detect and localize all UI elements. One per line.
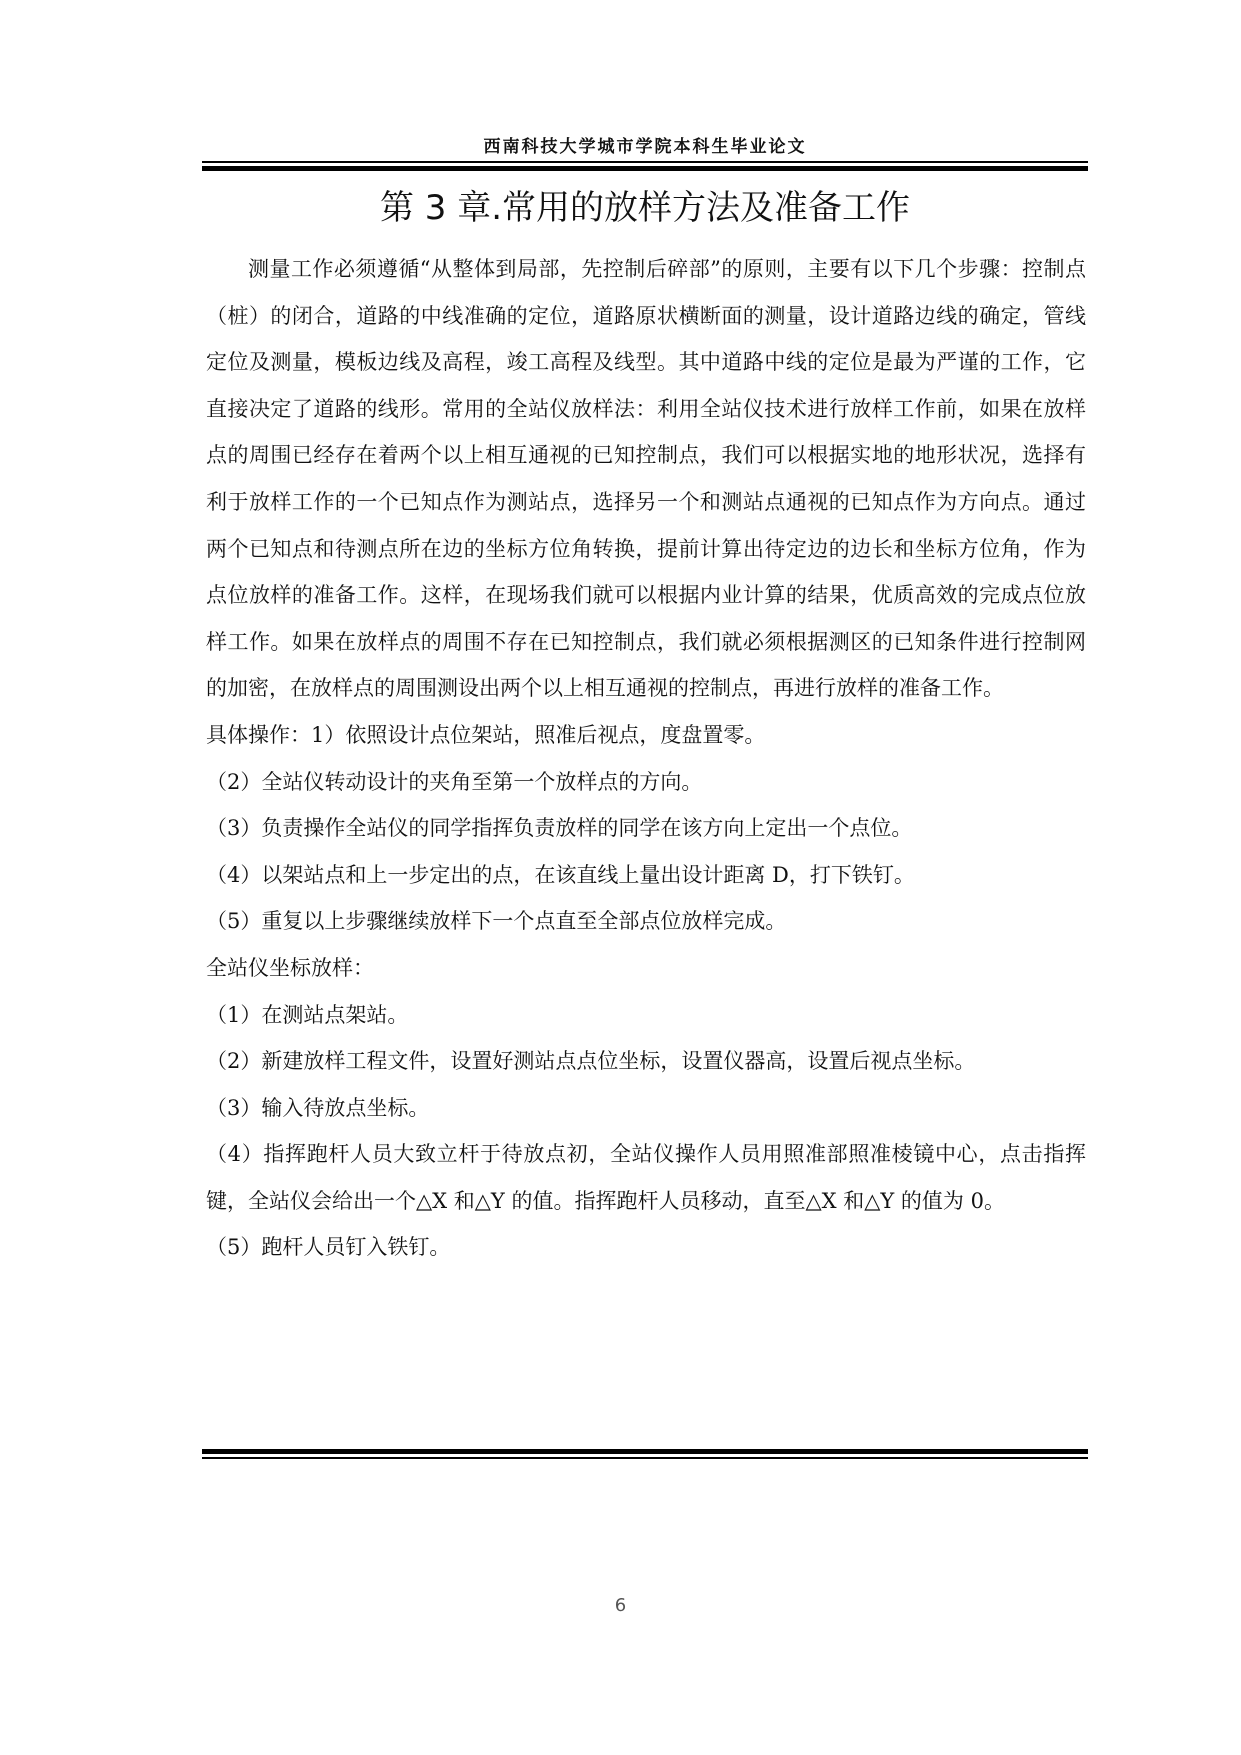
footer-rule-thick (202, 1449, 1088, 1454)
coord-stakeout-step: （3）输入待放点坐标。 (206, 1095, 430, 1120)
chapter-title: 第 3 章.常用的放样方法及准备工作 (379, 188, 911, 228)
intro-paragraph: 测量工作必须遵循“从整体到局部，先控制后碎部”的原则，主要有以下几个步骤：控制点（桩）的闭合，道路的中线准确的定位，道路原状横断面的测量，设计道路边线的确定，管线定位及测量，模板边线及高程，竣工高程及线型。其中道路中线的定位是最为严谨的工作，它直接决定了道路的线形。常用的全站仪放样法：利用全站仪技术进行放样工作前，如果在放样点的周围已经存在着两个以上相互通视的已知控制点，我们可以根据实地的地形状况，选择有利于放样工作的一个已知点作为测站点，选择另一个和测站点通视的已知点作为方向点。通过两个已知点和待测点所在边的坐标方位角转换，提前计算出待定边的边长和坐标方位角，作为点位放样的准备工作。这样，在现场我们就可以根据内业计算的结果，优质高效的完成点位放样工作。如果在放样点的周围不存在已知控制点，我们就必须根据测区的已知条件进行控制网的加密，在放样点的周围测设出两个以上相互通视的控制点，再进行放样的准备工作。 (206, 257, 1086, 701)
body-text (206, 246, 1086, 1271)
coord-stakeout-heading: 全站仪坐标放样： (206, 955, 374, 980)
specific-ops-step: （3）负责操作全站仪的同学指挥负责放样的同学在该方向上定出一个点位。 (206, 816, 913, 841)
specific-ops-step: （2）全站仪转动设计的夹角至第一个放样点的方向。 (206, 769, 703, 794)
header-rule-thick (202, 166, 1088, 171)
coord-stakeout-step: （5）跑杆人员钉入铁钉。 (206, 1235, 451, 1260)
page-header: 西南科技大学城市学院本科生毕业论文 (483, 137, 807, 157)
coord-stakeout-step: （4）指挥跑杆人员大致立杆于待放点初，全站仪操作人员用照准部照准棱镜中心，点击指挥键，全站仪会给出一个△X 和△Y 的值。指挥跑杆人员移动，直至△X 和△Y 的值为 0。 (206, 1142, 1086, 1213)
page-number: 6 (614, 1595, 627, 1616)
specific-ops-step: （5）重复以上步骤继续放样下一个点直至全部点位放样完成。 (206, 909, 787, 934)
header-rule-thin (202, 161, 1088, 163)
specific-ops-step: （4）以架站点和上一步定出的点，在该直线上量出设计距离 D，打下铁钉。 (206, 862, 915, 887)
coord-stakeout-step: （1）在测站点架站。 (206, 1002, 409, 1027)
footer-rule-thin (202, 1457, 1088, 1459)
coord-stakeout-step: （2）新建放样工程文件，设置好测站点点位坐标，设置仪器高，设置后视点坐标。 (206, 1049, 976, 1074)
specific-ops-first: 具体操作：1）依照设计点位架站，照准后视点，度盘置零。 (206, 722, 766, 747)
